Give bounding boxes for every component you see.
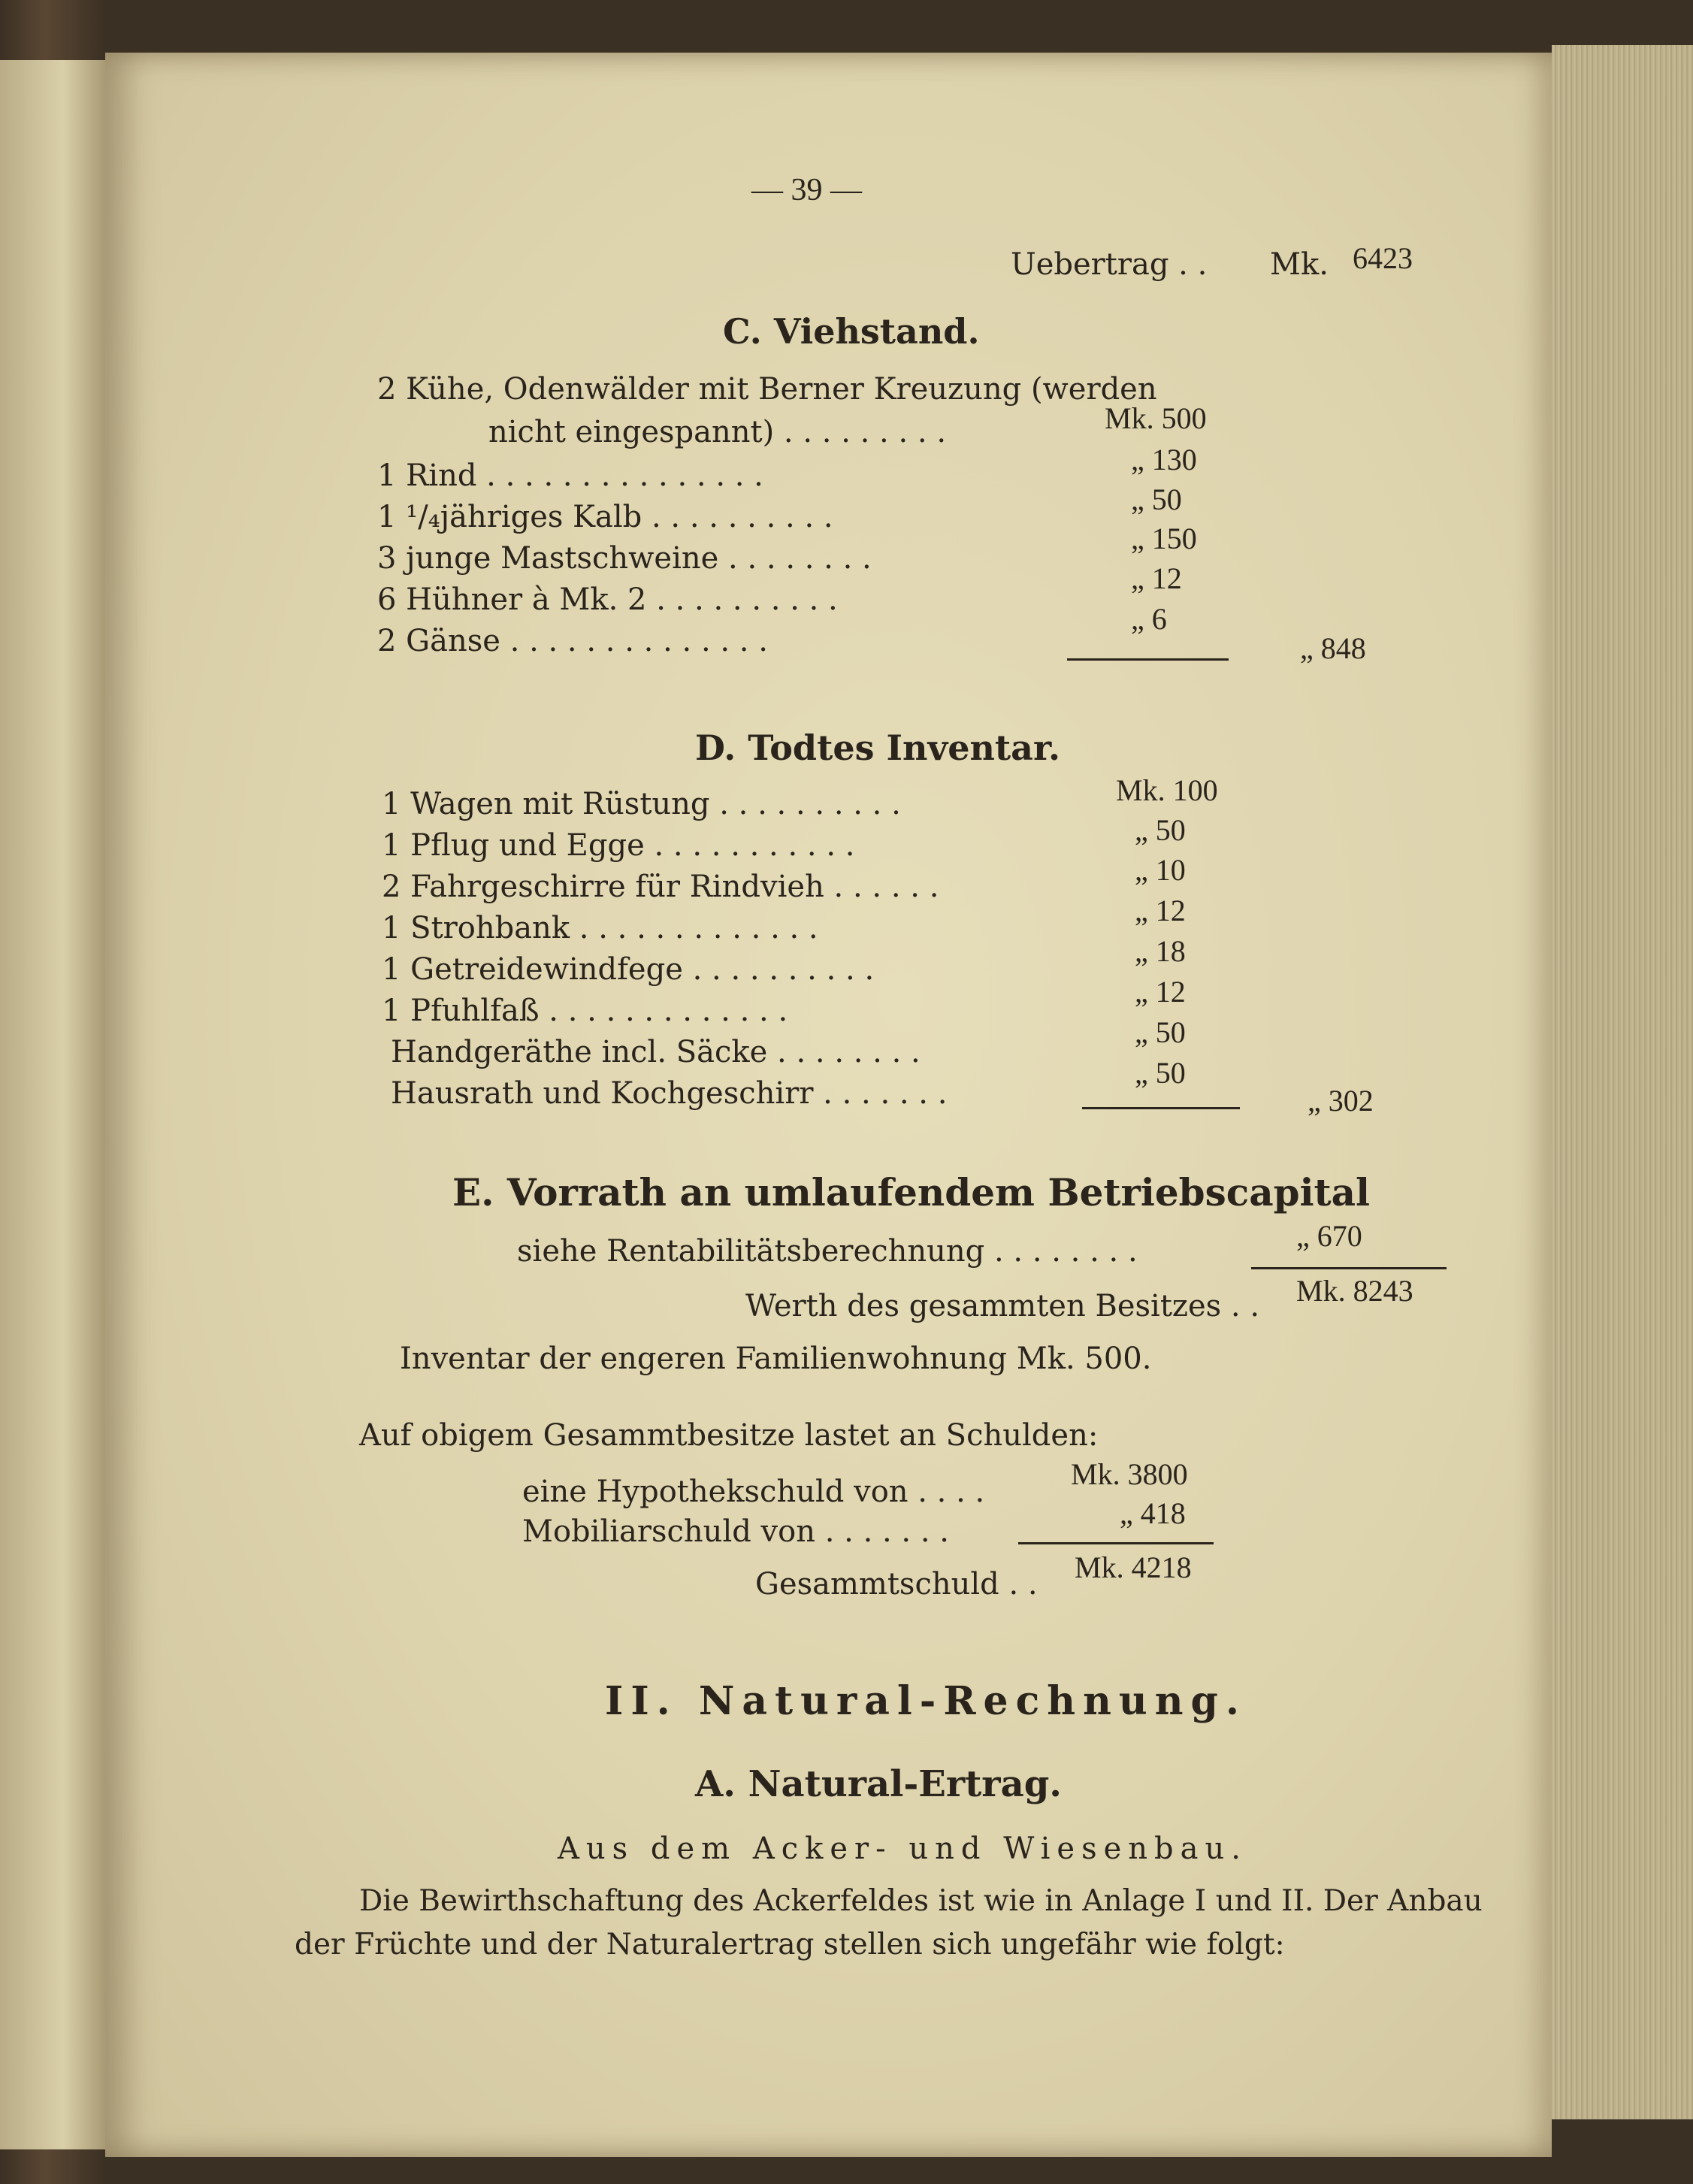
vieh-item-2-value: „ 130	[1131, 443, 1197, 476]
hypothek-value: Mk. 3800	[1071, 1457, 1188, 1491]
uebertrag-label: Uebertrag . .	[1011, 247, 1208, 282]
inventar-item-8-value: „ 50	[1135, 1056, 1186, 1090]
vieh-item-5-value: „ 12	[1131, 561, 1182, 595]
inventar-item-3: 2 Fahrgeschirre für Rindvieh . . . . . .	[382, 870, 939, 904]
mobiliar-value: „ 418	[1120, 1496, 1186, 1530]
inventar-item-6: 1 Pfuhlfaß . . . . . . . . . . . . .	[382, 994, 788, 1028]
inventar-item-7-value: „ 50	[1135, 1015, 1186, 1049]
inventar-item-6-value: „ 12	[1135, 975, 1186, 1009]
rentabilitaet-value: „ 670	[1296, 1219, 1362, 1253]
inventar-item-5-value: „ 18	[1135, 934, 1186, 968]
vieh-item-3: 1 ¹/₄jähriges Kalb . . . . . . . . . .	[377, 500, 833, 534]
subheading-ackerbau: Aus dem Acker- und Wiesenbau.	[558, 1832, 1247, 1866]
vieh-sum-rule	[1067, 658, 1229, 661]
paragraph-line-2: der Früchte und der Naturalertrag stellen sich ungefähr wie folgt:	[295, 1928, 1285, 1962]
vieh-item-6-value: „ 6	[1131, 602, 1167, 636]
inventar-item-1-value: Mk. 100	[1116, 773, 1218, 807]
vieh-item-1-value: Mk. 500	[1105, 401, 1207, 435]
vieh-item-5: 6 Hühner à Mk. 2 . . . . . . . . . .	[377, 582, 838, 617]
inventar-sum-rule	[1082, 1107, 1240, 1109]
inventar-item-4: 1 Strohbank . . . . . . . . . . . . .	[382, 911, 818, 945]
inventar-item-2-value: „ 50	[1135, 813, 1186, 847]
vieh-item-4-value: „ 150	[1131, 522, 1197, 555]
schulden-sum-rule	[1018, 1542, 1214, 1544]
rentabilitaet-line: siehe Rentabilitätsberechnung . . . . . . . .	[517, 1234, 1138, 1269]
vieh-item-2: 1 Rind . . . . . . . . . . . . . . .	[377, 458, 763, 493]
uebertrag-amount: 6423	[1353, 241, 1413, 275]
page-edges	[1552, 45, 1693, 2119]
inventar-familienwohnung: Inventar der engeren Familienwohnung Mk. 500.	[400, 1342, 1152, 1376]
paragraph-line-1: Die Bewirthschaftung des Ackerfeldes ist wie in Anlage I und II. Der Anbau	[359, 1884, 1483, 1918]
page-number: — 39 —	[751, 173, 862, 207]
mobiliar-label: Mobiliarschuld von . . . . . . .	[522, 1514, 950, 1549]
vieh-item-1-line1: 2 Kühe, Odenwälder mit Berner Kreuzung (werden	[377, 372, 1157, 407]
werth-value: Mk. 8243	[1296, 1274, 1413, 1308]
inventar-item-3-value: „ 10	[1135, 853, 1186, 887]
uebertrag-currency: Mk.	[1270, 247, 1329, 282]
vieh-item-4: 3 junge Mastschweine . . . . . . . .	[377, 541, 872, 576]
vieh-total: „ 848	[1300, 631, 1366, 665]
heading-natural-ertrag: A. Natural-Ertrag.	[695, 1763, 1062, 1805]
inventar-item-2: 1 Pflug und Egge . . . . . . . . . . .	[382, 828, 855, 863]
heading-vorrath: E. Vorrath an umlaufendem Betriebscapital	[452, 1170, 1371, 1215]
left-page-edge	[0, 60, 105, 2149]
schulden-intro: Auf obigem Gesammtbesitze lastet an Schulden:	[359, 1418, 1099, 1453]
inventar-item-8: Hausrath und Kochgeschirr . . . . . . .	[391, 1076, 948, 1111]
hypothek-label: eine Hypothekschuld von . . . .	[522, 1475, 985, 1509]
heading-viehstand: C. Viehstand.	[723, 311, 980, 352]
heading-natural-rechnung: II. Natural-Rechnung.	[605, 1678, 1247, 1724]
vieh-item-1-line2: nicht eingespannt) . . . . . . . . .	[488, 415, 947, 449]
e-sum-rule	[1251, 1267, 1447, 1269]
gesammtschuld-value: Mk. 4218	[1075, 1550, 1192, 1584]
inventar-item-1: 1 Wagen mit Rüstung . . . . . . . . . .	[382, 787, 901, 821]
werth-label: Werth des gesammten Besitzes . .	[745, 1289, 1260, 1323]
gesammtschuld-label: Gesammtschuld . .	[755, 1567, 1038, 1602]
vieh-item-3-value: „ 50	[1131, 482, 1182, 516]
inventar-item-7: Handgeräthe incl. Säcke . . . . . . . .	[391, 1035, 921, 1069]
inventar-total: „ 302	[1308, 1084, 1374, 1118]
inventar-item-5: 1 Getreidewindfege . . . . . . . . . .	[382, 952, 875, 987]
heading-todtes-inventar: D. Todtes Inventar.	[695, 727, 1060, 768]
inventar-item-4-value: „ 12	[1135, 894, 1186, 927]
vieh-item-6: 2 Gänse . . . . . . . . . . . . . .	[377, 624, 768, 658]
